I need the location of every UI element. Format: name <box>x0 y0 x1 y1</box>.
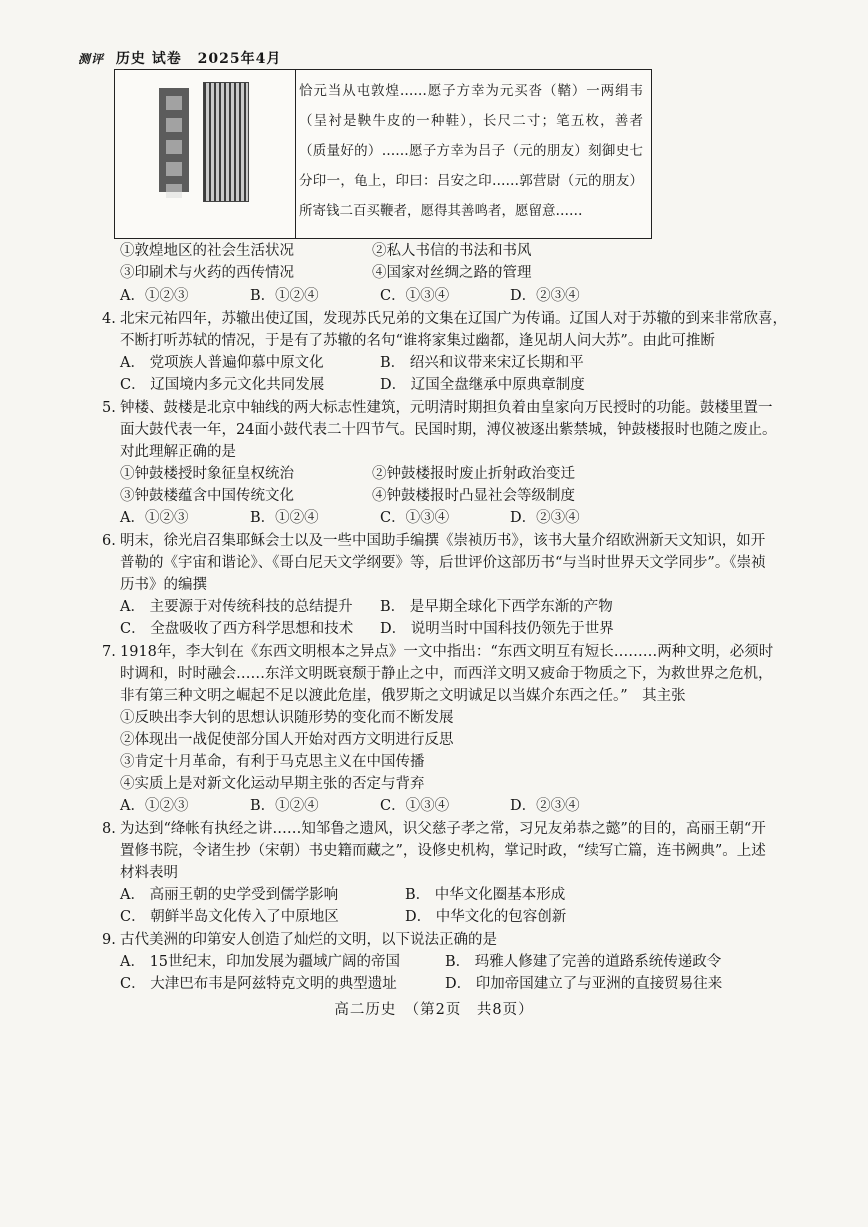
q6-stem-line3: 历书》的编撰 <box>120 577 207 593</box>
bamboo-slip-image <box>115 70 296 238</box>
q7-item-4: ④实质上是对新文化运动早期主张的否定与背弃 <box>120 776 425 792</box>
q5-number: 5. <box>102 400 116 416</box>
q3-item-1: ①敦煌地区的社会生活状况 <box>120 243 294 259</box>
q9-choice-b: B． 玛雅人修建了完善的道路系统传递政令 <box>445 954 722 970</box>
q8-number: 8. <box>102 821 116 837</box>
q5-item-2: ②钟鼓楼报时废止折射政治变迁 <box>372 466 575 482</box>
q5-stem-line2: 面大鼓代表一年，24面小鼓代表二十四节气。民国时期，溥仪被逐出紫禁城，钟鼓楼报时也随之废止。 <box>120 422 777 438</box>
q5-stem-line1: 钟楼、鼓楼是北京中轴线的两大标志性建筑，元明清时期担负着由皇家向万民授时的功能。鼓楼里置一 <box>120 400 773 416</box>
q5-choice-a: A．①②③ <box>120 510 189 526</box>
q7-item-3: ③肯定十月革命，有利于马克思主义在中国传播 <box>120 754 425 770</box>
q5-stem-line3: 对此理解正确的是 <box>120 444 236 460</box>
q3-choice-b: B．①②④ <box>250 288 319 304</box>
q7-stem-line3: 非有第三种文明之崛起不足以渡此危崖，俄罗斯之文明诚足以当媒介东西之任。” 其主张 <box>120 688 686 704</box>
q8-choice-c: C． 朝鲜半岛文化传入了中原地区 <box>120 909 339 925</box>
q5-item-1: ①钟鼓楼授时象征皇权统治 <box>120 466 294 482</box>
q9-choice-c: C． 大津巴布韦是阿兹特克文明的典型遗址 <box>120 976 397 992</box>
q7-stem-line2: 时调和，时时融会……东洋文明既衰颓于静止之中，而西洋文明又疲命于物质之下，为救世界之危机， <box>120 666 773 682</box>
q9-stem-line1: 古代美洲的印第安人创造了灿烂的文明，以下说法正确的是 <box>120 932 497 948</box>
q9-number: 9. <box>102 932 116 948</box>
q6-choice-a: A． 主要源于对传统科技的总结提升 <box>120 599 353 615</box>
q7-choice-c: C．①③④ <box>380 798 450 814</box>
page-header <box>78 48 281 68</box>
q7-choice-a: A．①②③ <box>120 798 189 814</box>
q3-item-4: ④国家对丝绸之路的管理 <box>372 265 532 281</box>
q7-choice-b: B．①②④ <box>250 798 319 814</box>
q4-choice-b: B． 绍兴和议带来宋辽长期和平 <box>380 355 584 371</box>
q8-choice-a: A． 高丽王朝的史学受到儒学影响 <box>120 887 339 903</box>
q9-choice-d: D． 印加帝国建立了与亚洲的直接贸易往来 <box>445 976 723 992</box>
q5-choice-b: B．①②④ <box>250 510 319 526</box>
header-date: 2025年4月 <box>197 51 282 67</box>
q6-choice-b: B． 是早期全球化下西学东渐的产物 <box>380 599 613 615</box>
slip-strip-right <box>203 82 249 202</box>
q8-stem-line3: 材料表明 <box>120 865 178 881</box>
q6-choice-d: D． 说明当时中国科技仍领先于世界 <box>380 621 614 637</box>
q6-stem-line1: 明末，徐光启召集耶稣会士以及一些中国助手编撰《崇祯历书》，该书大量介绍欧洲新天文知识，如开 <box>120 533 766 549</box>
q3-choice-d: D．②③④ <box>510 288 580 304</box>
q6-choice-c: C． 全盘吸收了西方科学思想和技术 <box>120 621 354 637</box>
q8-choice-d: D． 中华文化的包容创新 <box>405 909 567 925</box>
q3-item-2: ②私人书信的书法和书风 <box>372 243 532 259</box>
slip-strip-left <box>159 88 189 192</box>
q5-item-4: ④钟鼓楼报时凸显社会等级制度 <box>372 488 575 504</box>
q4-stem-line2: 不断打听苏轼的情况，于是有了苏辙的名句“谁将家集过幽都，逢见胡人问大苏”。由此可推断 <box>120 333 715 349</box>
q5-item-3: ③钟鼓楼蕴含中国传统文化 <box>120 488 294 504</box>
q7-item-2: ②体现出一战促使部分国人开始对西方文明进行反思 <box>120 732 454 748</box>
q3-choice-a: A．①②③ <box>120 288 189 304</box>
q8-stem-line2: 置修书院，令诸生抄（宋朝）书史籍而藏之”，设修史机构，掌记时政，“续写亡篇，连书阙典”。上述 <box>120 843 766 859</box>
q7-choice-d: D．②③④ <box>510 798 580 814</box>
q7-number: 7. <box>102 644 116 660</box>
q7-stem-line1: 1918年，李大钊在《东西文明根本之异点》一文中指出：“东西文明互有短长………两种文明，必须时 <box>120 644 774 660</box>
q8-stem-line1: 为达到“绛帐有执经之讲……知邹鲁之遗风，识父慈子孝之常，习兄友弟恭之懿”的目的，高丽王朝“开 <box>120 821 766 837</box>
publisher-logo: 测评 <box>78 52 105 66</box>
q6-stem-line2: 普勒的《宇宙和谐论》、《哥白尼天文学纲要》等，后世评价这部历书“与当时世界天文学同步”。《崇祯 <box>120 555 766 571</box>
header-subject: 历史 试卷 <box>115 51 182 67</box>
q3-choice-c: C．①③④ <box>380 288 450 304</box>
q4-number: 4. <box>102 311 116 327</box>
q7-item-1: ①反映出李大钊的思想认识随形势的变化而不断发展 <box>120 710 454 726</box>
source-text: 恰元当从屯敦煌……愿子方幸为元买沓（鞜）一两绢韦（呈衬是鞅牛皮的一种鞋），长尺二寸；笔五枚，善者（质量好的）……愿子方幸为吕子（元的朋友）刻御史七分印一，龟上，印曰：吕安之印……郭营尉（元的朋友）所寄钱二百买鞭者，愿得其善鸣者，愿留意…… <box>299 83 643 219</box>
q8-choice-b: B． 中华文化圈基本形成 <box>405 887 566 903</box>
q5-choice-c: C．①③④ <box>380 510 450 526</box>
q6-number: 6. <box>102 533 116 549</box>
page-footer: 高二历史 （第2页 共8页） <box>334 1002 534 1018</box>
q4-stem-line1: 北宋元祐四年，苏辙出使辽国，发现苏氏兄弟的文集在辽国广为传诵。辽国人对于苏辙的到来非常欣喜， <box>120 311 787 327</box>
q4-choice-d: D． 辽国全盘继承中原典章制度 <box>380 377 585 393</box>
q3-item-3: ③印刷术与火药的西传情况 <box>120 265 294 281</box>
q4-choice-a: A． 党项族人普遍仰慕中原文化 <box>120 355 324 371</box>
q9-choice-a: A． 15世纪末，印加发展为疆域广阔的帝国 <box>120 954 401 970</box>
source-material-box <box>114 69 652 239</box>
q4-choice-c: C． 辽国境内多元文化共同发展 <box>120 377 325 393</box>
q5-choice-d: D．②③④ <box>510 510 580 526</box>
